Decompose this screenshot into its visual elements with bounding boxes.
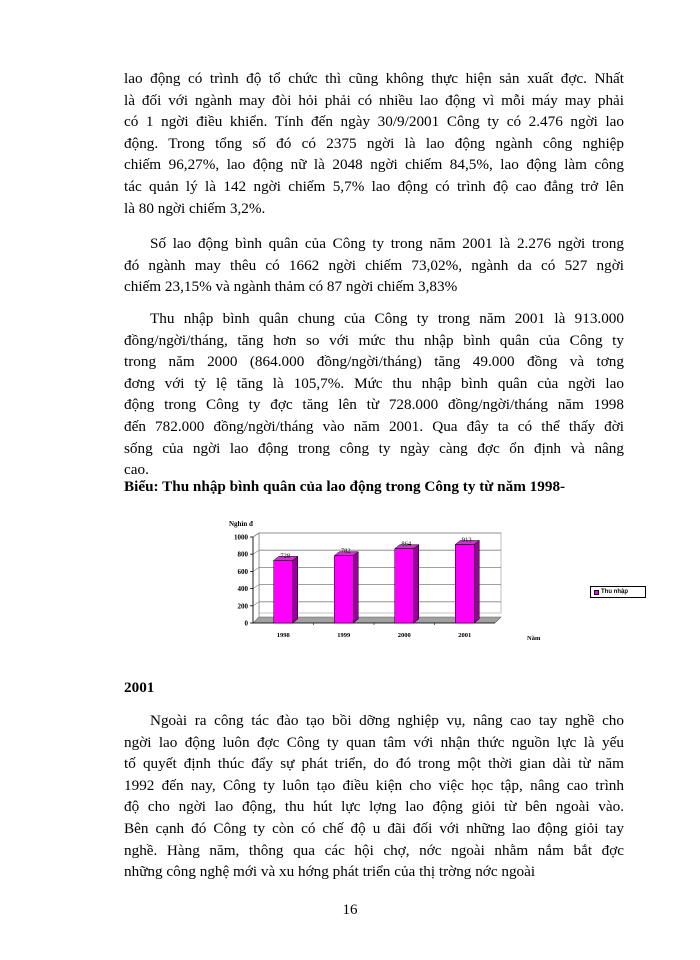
text-line: những công nghệ mới và xu hớng phát triển của thị trờng nớc ngoài <box>124 863 536 881</box>
y-tick-label: 200 <box>237 602 248 611</box>
y-tick-label: 800 <box>237 550 248 559</box>
x-axis-ticks <box>277 623 472 639</box>
text-line: lao động có trình độ tổ chức thì cũng không thực hiện sản xuất đợc. Nhất <box>124 70 624 87</box>
y-tick-label: 600 <box>237 567 248 576</box>
bar-1999 <box>334 548 358 623</box>
x-tick-label: 1999 <box>337 632 351 639</box>
text-line: Thu nhập bình quân chung của Công ty trong năm 2001 là 913.000 <box>150 310 624 327</box>
paragraph-labor-structure <box>124 68 624 219</box>
paragraph-training <box>124 710 624 883</box>
bar-2000 <box>395 541 419 623</box>
x-axis-title: Năm <box>527 635 541 642</box>
text-line: đơng với tỷ lệ tăng là 105,7%. Mức thu nhập bình quân của ngời lao <box>124 374 624 392</box>
bar-1998 <box>274 552 298 623</box>
chart-caption: Biểu: Thu nhập bình quân của lao động trong Công ty từ năm 1998- <box>124 478 566 495</box>
bar-value-label: 728 <box>280 552 291 560</box>
y-tick-label: 0 <box>244 619 248 628</box>
text-line: đồng/ngời/tháng, tăng hơn so với mức thu nhập bình quân của Công ty <box>124 331 624 349</box>
text-line: trong năm 2000 (864.000 đồng/ngời/tháng) tăng 49.000 đồng và tơng <box>124 353 624 371</box>
legend-swatch <box>594 590 599 595</box>
text-line: cao. <box>124 461 149 479</box>
bar-value-label: 864 <box>401 540 412 548</box>
text-line: đó ngành may thêu có 1662 ngời chiếm 73,02%, ngành da có 527 ngời <box>124 256 624 274</box>
text-line: 1992 đến nay, Công ty luôn tạo điều kiện cho việc học tập, nâng cao trình <box>124 776 624 794</box>
text-line: là đối với ngành may đòi hỏi phải có nhiều lao động vì mỗi máy may phải <box>124 91 624 109</box>
y-axis-title: Nghìn đ <box>229 520 253 528</box>
text-line: động trong Công ty đợc tăng lên từ 728.000 đồng/ngời/tháng năm 1998 <box>124 396 624 414</box>
text-line: tố quyết định thúc đẩy sự phát triển, do đó trong một thời gian dài từ năm <box>124 755 624 773</box>
chart-legend <box>590 586 646 598</box>
text-line: chiếm 23,15% và ngành thảm có 87 ngời chiếm 3,83% <box>124 278 458 296</box>
x-tick-label: 1998 <box>276 632 290 639</box>
text-line: Ngoài ra công tác đào tạo bồi dỡng nghiệp vụ, nâng cao tay nghề cho <box>150 712 624 729</box>
bar-2001 <box>455 536 479 623</box>
y-tick-label: 1000 <box>234 533 248 542</box>
text-line: chiếm 96,27%, lao động nữ là 2048 ngời chiếm 84,5%, lao động làm công <box>124 156 624 174</box>
text-line: là 80 ngời chiếm 3,2%. <box>124 199 266 217</box>
text-line: sống của ngời lao động trong công ty ngày càng đợc ổn định và nâng <box>124 439 624 457</box>
text-line: độ cho ngời lao động, thu hút lực lợng lao động giỏi từ bên ngoài vào. <box>124 798 624 816</box>
text-line: nghề. Hàng năm, thông qua các hội chợ, nớc ngoài nhằm nắm bắt đợc <box>124 841 624 859</box>
x-tick-label: 2001 <box>458 632 472 639</box>
text-line: ngời lao động luôn đợc Công ty quan tâm với nhận thức nguồn lực là yếu <box>124 733 624 751</box>
legend-label: Thu nhập <box>601 589 628 595</box>
bar-value-label: 782 <box>340 547 351 555</box>
text-line: có 1 ngời điều khiển. Tính đến ngày 30/9/2001 Công ty có 2.476 ngời lao <box>124 113 624 131</box>
paragraph-income <box>124 308 624 481</box>
y-tick-label: 400 <box>237 585 248 594</box>
text-line: động. Trong tổng số đó có 2375 ngời là lao động ngành công nghiệp <box>124 134 624 152</box>
income-bar-chart <box>215 517 675 647</box>
text-line: tác quản lý là 142 ngời chiếm 5,7% lao động có trình độ cao đẳng trở lên <box>124 177 624 195</box>
text-line: đến 782.000 đồng/ngời/tháng vào năm 2001. Qua đây ta có thể thấy đời <box>124 417 624 435</box>
plot-side-wall <box>253 533 259 623</box>
chart-caption-continued: 2001 <box>124 679 155 696</box>
page-number: 16 <box>342 902 358 918</box>
bar-value-label: 913 <box>461 536 472 544</box>
paragraph-average-labor <box>124 233 624 298</box>
y-axis-ticks <box>234 534 253 628</box>
x-tick-label: 2000 <box>397 632 411 639</box>
text-line: Số lao động bình quân của Công ty trong năm 2001 là 2.276 ngời trong <box>150 235 624 252</box>
text-line: Bên cạnh đó Công ty còn có chế độ u đãi đối với những lao động giỏi tay <box>124 819 624 837</box>
